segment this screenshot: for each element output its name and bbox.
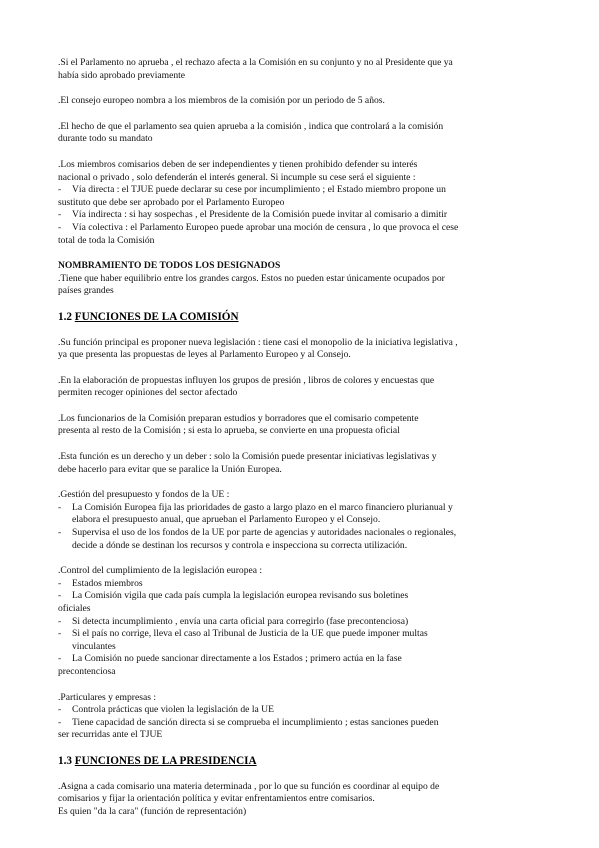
miembros-intro xyxy=(58,159,547,184)
list-item-text: La Comisión Europea fija las prioridades de gasto a largo plazo en el marco financiero plurianual y xyxy=(72,501,453,513)
control-intro: .Control del cumplimiento de la legislación europea : xyxy=(58,565,263,577)
dash-bullet: - xyxy=(58,628,62,640)
miembros-intro-line: .Los miembros comisarios deben de ser independientes y tienen prohibido defender su interés xyxy=(58,158,418,170)
section-funciones xyxy=(58,337,547,477)
list-item xyxy=(58,704,547,717)
heading-text: FUNCIONES DE LA PRESIDENCIA xyxy=(74,754,257,767)
heading-funciones-presidencia xyxy=(58,755,547,768)
nombramiento-line: .Tiene que haber equilibrio entre los grandes cargos. Estos no pueden estar únicamente ocupados por xyxy=(58,272,445,284)
paragraph-line: presenta al resto de la Comisión ; si esta lo aprueba, se convierte en una propuesta oficial xyxy=(58,425,400,437)
paragraph-line: .Su función principal es proponer nueva legislación : tiene casi el monopolio de la iniciativa legislativa , xyxy=(58,336,458,348)
paragraph-line: .Si el Parlamento no aprueba , el rechazo afecta a la Comisión en su conjunto y no al Presidente que ya xyxy=(58,57,453,68)
paragraph xyxy=(58,451,547,476)
paragraph-line: .Esta función es un derecho y un deber : solo la Comisión puede presentar iniciativas legislativas y xyxy=(58,451,437,463)
paragraph xyxy=(58,375,547,400)
list-item xyxy=(58,527,547,552)
paragraph-line: ya que presenta las propuestas de leyes al Parlamento Europeo y al Consejo. xyxy=(58,349,351,361)
nombramiento-line: países grandes xyxy=(58,285,114,297)
dash-bullet: - xyxy=(58,221,62,233)
paragraph xyxy=(58,121,547,146)
paragraph-line: .Los funcionarios de la Comisión preparan estudios y borradores que el comisario competente xyxy=(58,412,419,424)
presupuesto-intro: .Gestión del presupuesto y fondos de la UE : xyxy=(58,489,230,501)
section-parlamento xyxy=(58,57,547,146)
control-section xyxy=(58,565,547,678)
paragraph-line: debe hacerlo para evitar que se paralice la Unión Europea. xyxy=(58,463,282,475)
control-list xyxy=(58,578,547,679)
miembros-section xyxy=(58,159,547,247)
dash-bullet: - xyxy=(58,501,62,513)
list-item-text: oficiales xyxy=(58,603,91,614)
nombramiento-title: NOMBRAMIENTO DE TODOS LOS DESIGNADOS xyxy=(58,260,281,272)
paragraph xyxy=(58,95,547,108)
dash-bullet: - xyxy=(58,704,62,716)
paragraph-line: durante todo su mandato xyxy=(58,133,153,145)
paragraph-line: había sido aprobado previamente xyxy=(58,69,186,81)
paragraph-line: .En la elaboración de propuestas influyen los grupos de presión , libros de colores y encuestas que xyxy=(58,374,435,386)
list-item xyxy=(58,222,547,247)
presidencia-line: Es quien "da la cara" (función de representación) xyxy=(58,805,247,817)
paragraph xyxy=(58,57,547,82)
list-item-text: elabora el presupuesto anual, que aprueban el Parlamento Europeo y el Consejo. xyxy=(72,514,381,526)
list-item-text: Si el país no corrige, lleva el caso al Tribunal de Justicia de la UE que puede imponer multas xyxy=(72,628,428,640)
presidencia-section xyxy=(58,781,547,819)
presidencia-line: comisarios y fijar la orientación política y evitar enfrentamientos entre comisarios. xyxy=(58,793,375,805)
list-item-text: Tiene capacidad de sanción directa si se comprueba el incumplimiento ; estas sanciones pueden xyxy=(72,716,439,728)
paragraph-line: .El consejo europeo nombra a los miembros de la comisión por un periodo de 5 años. xyxy=(58,95,385,107)
list-item xyxy=(58,578,547,591)
dash-bullet: - xyxy=(58,184,62,196)
list-item xyxy=(58,616,547,629)
list-item-text: Vía indirecta : si hay sospechas , el Presidente de la Comisión puede invitar al comisario a dimitir xyxy=(72,209,448,221)
paragraph xyxy=(58,413,547,438)
heading-funciones-comision xyxy=(58,311,547,324)
list-item-text: ser recurridas ante el TJUE xyxy=(58,729,163,741)
dash-bullet: - xyxy=(58,590,62,602)
particulares-list xyxy=(58,704,547,742)
list-item-text: Vía directa : el TJUE puede declarar su cese por incumplimiento ; el Estado miembro propone un xyxy=(72,184,446,196)
paragraph-line: .El hecho de que el parlamento sea quien aprueba a la comisión , indica que controlará a la comisión xyxy=(58,120,444,132)
presupuesto-section xyxy=(58,489,547,552)
list-item xyxy=(58,209,547,222)
list-item xyxy=(58,628,547,653)
list-item-text: sustituto que debe ser aprobado por el Parlamento Europeo xyxy=(58,196,285,208)
paragraph-line: permiten recoger opiniones del sector afectado xyxy=(58,387,238,399)
list-item-text: Si detecta incumplimiento , envía una carta oficial para corregirlo (fase precontenciosa) xyxy=(72,615,409,627)
list-item xyxy=(58,590,547,615)
particulares-intro: .Particulares y empresas : xyxy=(58,691,157,703)
list-item-text: La Comisión vigila que cada país cumpla la legislación europea revisando sus boletines xyxy=(72,590,409,602)
list-item-text: La Comisión no puede sancionar directamente a los Estados ; primero actúa en la fase xyxy=(72,653,402,665)
miembros-list xyxy=(58,184,547,247)
dash-bullet: - xyxy=(58,527,62,539)
list-item xyxy=(58,502,547,527)
list-item-text: decide a dónde se destinan los recursos y controla e inspecciona su correcta utilización. xyxy=(72,539,408,551)
dash-bullet: - xyxy=(58,615,62,627)
list-item xyxy=(58,653,547,678)
list-item-text: Vía colectiva : el Parlamento Europeo puede aprobar una moción de censura , lo que provoca el cese xyxy=(72,221,459,233)
nombramiento-section xyxy=(58,260,547,298)
dash-bullet: - xyxy=(58,716,62,728)
dash-bullet: - xyxy=(58,577,62,589)
dash-bullet: - xyxy=(58,653,62,665)
list-item-text: vinculantes xyxy=(72,640,116,652)
heading-number: 1.3 xyxy=(58,754,75,767)
list-item-text: Supervisa el uso de los fondos de la UE por parte de agencias y autoridades nacionales o regionales, xyxy=(72,527,457,539)
particulares-section xyxy=(58,692,547,742)
list-item-text: Controla prácticas que violen la legislación de la UE xyxy=(72,704,274,716)
list-item-text: precontenciosa xyxy=(58,665,116,677)
list-item-text: total de toda la Comisión xyxy=(58,234,155,246)
heading-number: 1.2 xyxy=(58,310,75,323)
list-item xyxy=(58,184,547,209)
list-item-text: Estados miembros xyxy=(72,577,143,589)
presupuesto-list xyxy=(58,502,547,552)
miembros-intro-line: nacional o privado , solo defenderán el interés general. Si incumple su cese será el siguiente : xyxy=(58,171,416,183)
presidencia-line: .Asigna a cada comisario una materia determinada , por lo que su función es coordinar al equipo de xyxy=(58,780,440,792)
paragraph xyxy=(58,337,547,362)
list-item xyxy=(58,717,547,742)
dash-bullet: - xyxy=(58,209,62,221)
heading-text: FUNCIONES DE LA COMISIÓN xyxy=(74,310,239,323)
